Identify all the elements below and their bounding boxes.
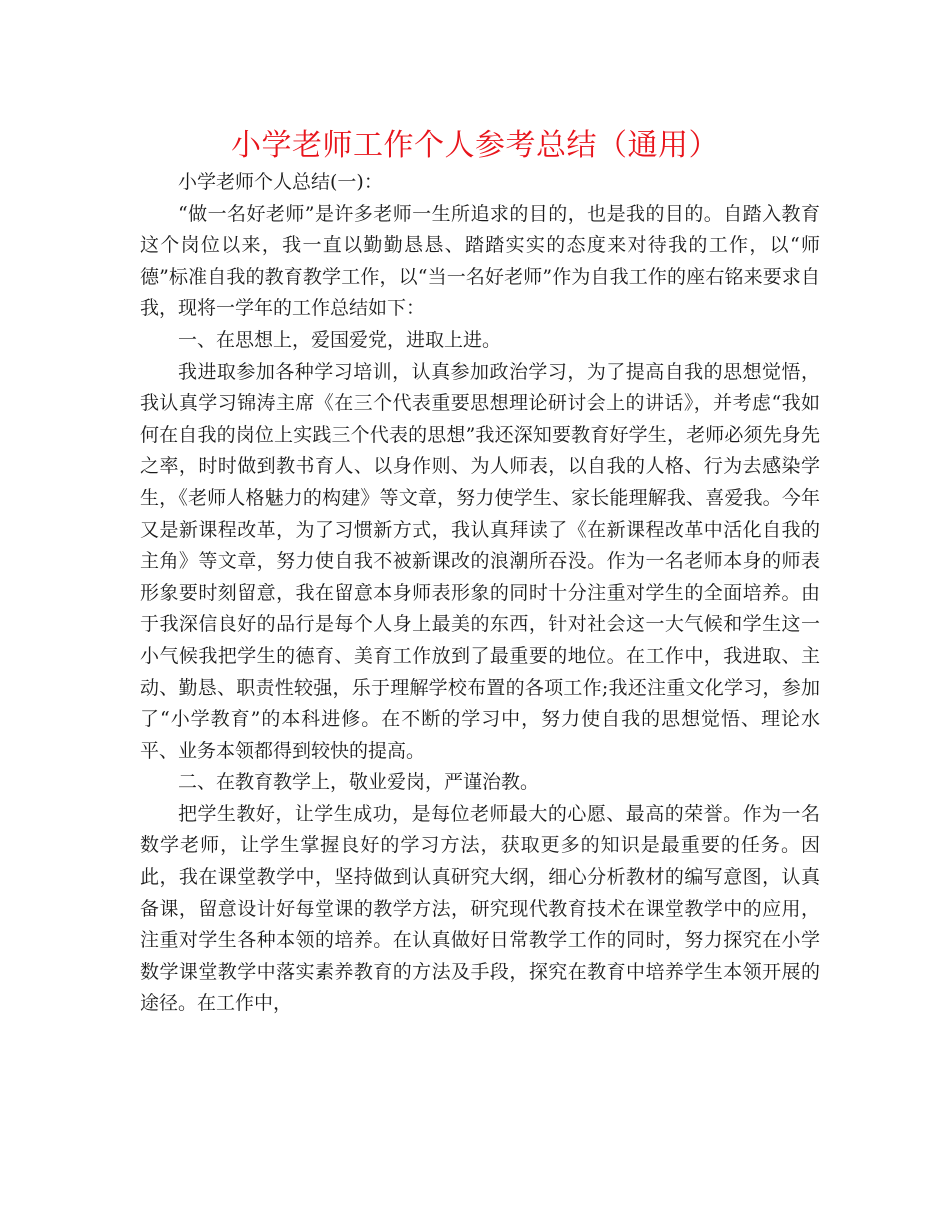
paragraph: “做一名好老师”是许多老师一生所追求的目的，也是我的目的。自踏入教育这个岗位以来，我一直以勤勤恳恳、踏踏实实的态度来对待我的工作，以“师德”标准自我的教育教学工作，以“当一名好老师”作为自我工作的座右铭来要求自我，现将一学年的工作总结如下：	[140, 202, 820, 320]
section-heading: 二、在教育教学上，敬业爱岗，严谨治教。	[178, 771, 540, 794]
paragraph: 把学生教好，让学生成功，是每位老师最大的心愿、最高的荣誉。作为一名数学老师，让学生掌握良好的学习方法，获取更多的知识是最重要的任务。因此，我在课堂教学中，坚持做到认真研究大纲，细心分析教材的编写意图，认真备课，留意设计好每堂课的教学方法，研究现代教育技术在课堂教学中的应用，注重对学生各种本领的培养。在认真做好日常教学工作的同时，努力探究在小学数学课堂教学中落实素养教育的方法及手段，探究在教育中培养学生本领开展的途径。在工作中，	[140, 802, 820, 1015]
paragraph-heading: 小学老师个人总结(一)：	[178, 171, 383, 193]
document-title: 小学老师工作个人参考总结（通用）	[231, 128, 719, 163]
paragraph: 我进取参加各种学习培训，认真参加政治学习，为了提高自我的思想觉悟，我认真学习锦涛主席《在三个代表重要思想理论研讨会上的讲话》，并考虑“我如何在自我的岗位上实践三个代表的思想”我还深知要教育好学生，老师必须先身先之率，时时做到教书育人、以身作则、为人师表，以自我的人格、行为去感染学生，《老师人格魅力的构建》等文章，努力使学生、家长能理解我、喜爱我。今年又是新课程改革，为了习惯新方式，我认真拜读了《在新课程改革中活化自我的主角》等文章，努力使自我不被新课改的浪潮所吞没。作为一名老师本身的师表形象要时刻留意，我在留意本身师表形象的同时十分注重对学生的全面培养。由于我深信良好的品行是每个人身上最美的东西，针对社会这一大气候和学生这一小气候我把学生的德育、美育工作放到了最重要的地位。在工作中，我进取、主动、勤恳、职责性较强，乐于理解学校布置的各项工作;我还注重文化学习，参加了“小学教育”的本科进修。在不断的学习中，努力使自我的思想觉悟、理论水平、业务本领都得到较快的提高。	[140, 360, 820, 762]
section-heading: 一、在思想上，爱国爱党，进取上进。	[178, 328, 502, 351]
document-body	[140, 167, 820, 1020]
